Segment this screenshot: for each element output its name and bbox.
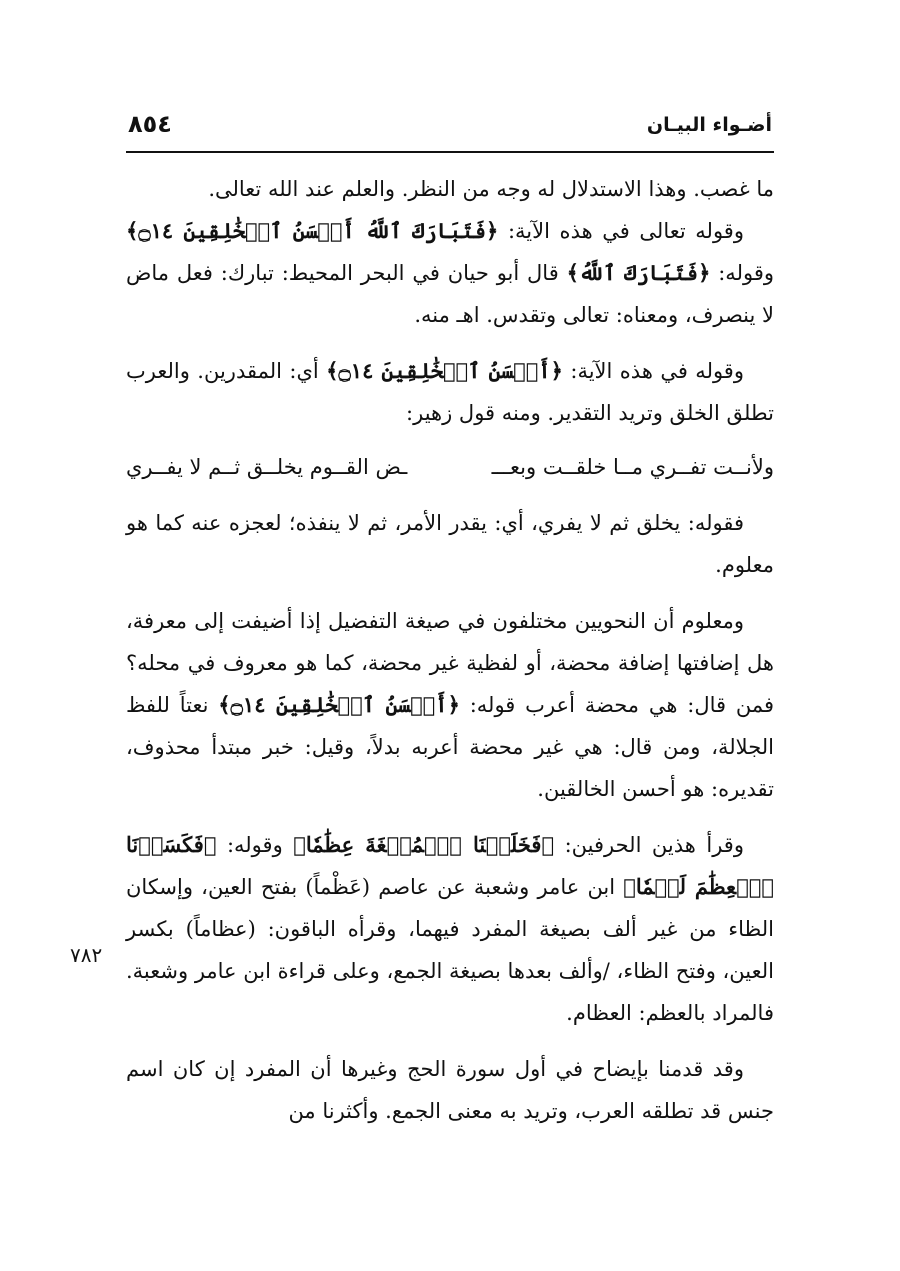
paragraph-6: [126, 824, 774, 1034]
quran-quote: ﴿أَحۡسَنُ ٱلۡخَٰلِقِينَ ۝١٤﴾: [326, 358, 563, 383]
paragraph-1: [126, 168, 774, 210]
paragraph-text: وقوله في هذه الآية:: [562, 359, 744, 383]
paragraph-text: وقد قدمنا بإيضاح في أول سورة الحج وغيرها أن المفرد إن كان اسم جنس قد تطلقه العرب، وتريد به معنى الجمع. وأكثرنا من: [126, 1057, 774, 1123]
margin-page-number: ٧٨٢: [70, 943, 103, 967]
paragraph-text: نعتاً للفظ الجلالة، ومن قال: هي غير محضة أعربه بدلاً، وقيل: خبر مبتدأ محذوف، تقديره: هو أحسن الخالقين.: [126, 693, 774, 801]
paragraph-2: [126, 210, 774, 336]
quran-quote: ﴿أَحۡسَنُ ٱلۡخَٰلِقِينَ ۝١٤﴾: [218, 692, 460, 717]
quran-quote: ﴿فَخَلَقۡنَا ٱلۡمُضۡغَةَ عِظَٰمٗا﴾: [293, 832, 555, 857]
paragraph-7: [126, 1048, 774, 1132]
paragraph-5: [126, 600, 774, 810]
running-title: أضـواء البيـان: [646, 114, 772, 136]
verse-second-hemistich: ـض القــوم يخلــق ثــم لا يفــري: [126, 455, 408, 479]
main-text: [126, 168, 774, 1132]
paragraph-text: ما غصب. وهذا الاستدلال له وجه من النظر. والعلم عند الله تعالى.: [208, 177, 774, 201]
paragraph-text: وقوله تعالى في هذه الآية:: [498, 219, 744, 243]
quran-quote: ﴿فَتَبَارَكَ ٱللَّهُ﴾: [566, 260, 711, 285]
poetry-verse: [126, 446, 774, 488]
paragraph-3: [126, 350, 774, 434]
paragraph-text: وقوله:: [710, 261, 774, 285]
header-rule: [126, 151, 774, 153]
paragraph-text: قال أبو حيان في البحر المحيط: تبارك: فعل ماض لا ينصرف، ومعناه: تعالى وتقدس. اهـ منه.: [126, 261, 774, 327]
paragraph-text: ابن عامر وشعبة عن عاصم (عَظْماً) بفتح العين، وإسكان الظاء من غير ألف بصيغة المفرد فيهما، وقرأه الباقون: (عظاماً) بكسر العين، وفتح الظاء، /وألف بعدها بصيغة الجمع، وعلى قراءة ابن عامر وشعبة. فالمراد بالعظم: العظام.: [126, 875, 774, 1025]
page-number: ٨٥٤: [128, 110, 172, 138]
paragraph-4: [126, 502, 774, 586]
paragraph-text: وقرأ هذين الحرفين:: [554, 833, 744, 857]
quran-quote: ﴿فَكَسَوۡنَا ٱلۡعِظَٰمَ لَحۡمٗا﴾: [126, 832, 774, 899]
quran-quote: ﴿فَتَبَارَكَ ٱللَّهُ أَحۡسَنُ ٱلۡخَٰلِقِينَ ۝١٤﴾: [126, 218, 499, 243]
paragraph-text: ومعلوم أن النحويين مختلفون في صيغة التفضيل إذا أضيفت إلى معرفة، هل إضافتها إضافة محضة، أو لفظية غير محضة، كما هو معروف في محله؟ فمن قال: هي محضة أعرب قوله:: [126, 609, 775, 717]
paragraph-text: وقوله:: [216, 833, 294, 857]
paragraph-text: فقوله: يخلق ثم لا يفري، أي: يقدر الأمر، ثم لا ينفذه؛ لعجزه عنه كما هو معلوم.: [126, 511, 774, 577]
paragraph-text: أي: المقدرين. والعرب تطلق الخلق وتريد التقدير. ومنه قول زهير:: [126, 359, 774, 425]
verse-first-hemistich: ولأنــت تفــري مــا خلقــت وبعـــ: [491, 455, 774, 479]
